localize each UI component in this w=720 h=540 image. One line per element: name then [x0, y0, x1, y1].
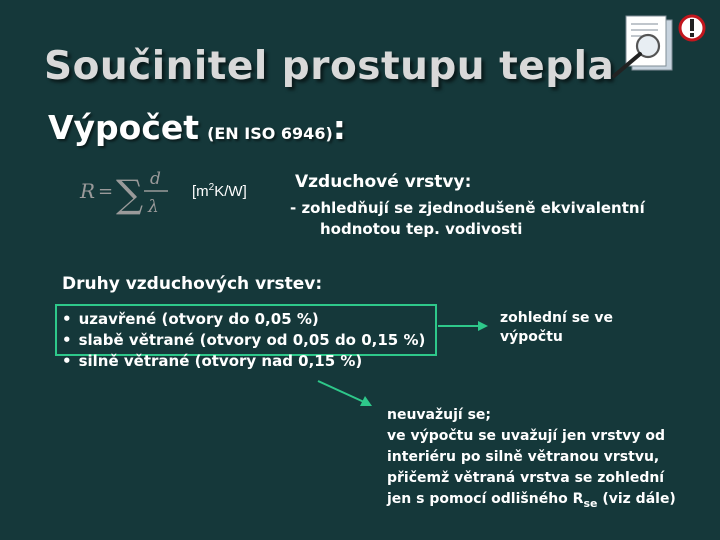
- heading-colon: :: [332, 108, 346, 147]
- document-magnifier-icon: [614, 16, 672, 76]
- list-item: • uzavřené (otvory do 0,05 %): [62, 309, 425, 330]
- resistance-formula: [78, 162, 190, 232]
- formula-lhs: R: [80, 179, 96, 203]
- air-layer-types-title: Druhy vzduchových vrstev:: [62, 274, 323, 294]
- arrow-to-included-note: [438, 321, 488, 331]
- excluded-note: neuvažují se; ve výpočtu se uvažují jen vrstvy od interiéru po silně větranou vrstvu, přičemž větraná vrstva se zohlední jen s pomocí odlišného $R_{se}$ (viz dále): [387, 407, 676, 510]
- air-layers-description: - zohledňují se zjednodušeně ekvivalentní hodnotou tep. vodivosti: [290, 199, 645, 238]
- list-item: • silně větrané (otvory nad 0,15 %): [62, 351, 425, 372]
- heading-standard: (EN ISO 6946): [207, 124, 333, 143]
- formula-sum: ∑: [116, 172, 144, 216]
- exclamation-icon: [680, 16, 704, 40]
- formula-equals: =: [98, 181, 114, 202]
- icon-group: [608, 10, 714, 80]
- formula-denominator: λ: [148, 197, 159, 217]
- arrow-to-excluded-note: [318, 381, 372, 406]
- formula-unit: $[m^2K/W]$: [192, 182, 247, 200]
- air-layers-title: Vzduchové vrstvy:: [295, 172, 472, 192]
- air-layer-types-list: [62, 309, 425, 372]
- included-note: zohlední se ve výpočtu: [500, 310, 614, 345]
- heading-main: Výpočet: [48, 108, 200, 147]
- formula-numerator: d: [150, 169, 161, 189]
- slide-title: Součinitel prostupu tepla: [44, 44, 615, 89]
- calculation-heading: [48, 108, 346, 147]
- list-item: • slabě větrané (otvory od 0,05 do 0,15 %): [62, 330, 425, 351]
